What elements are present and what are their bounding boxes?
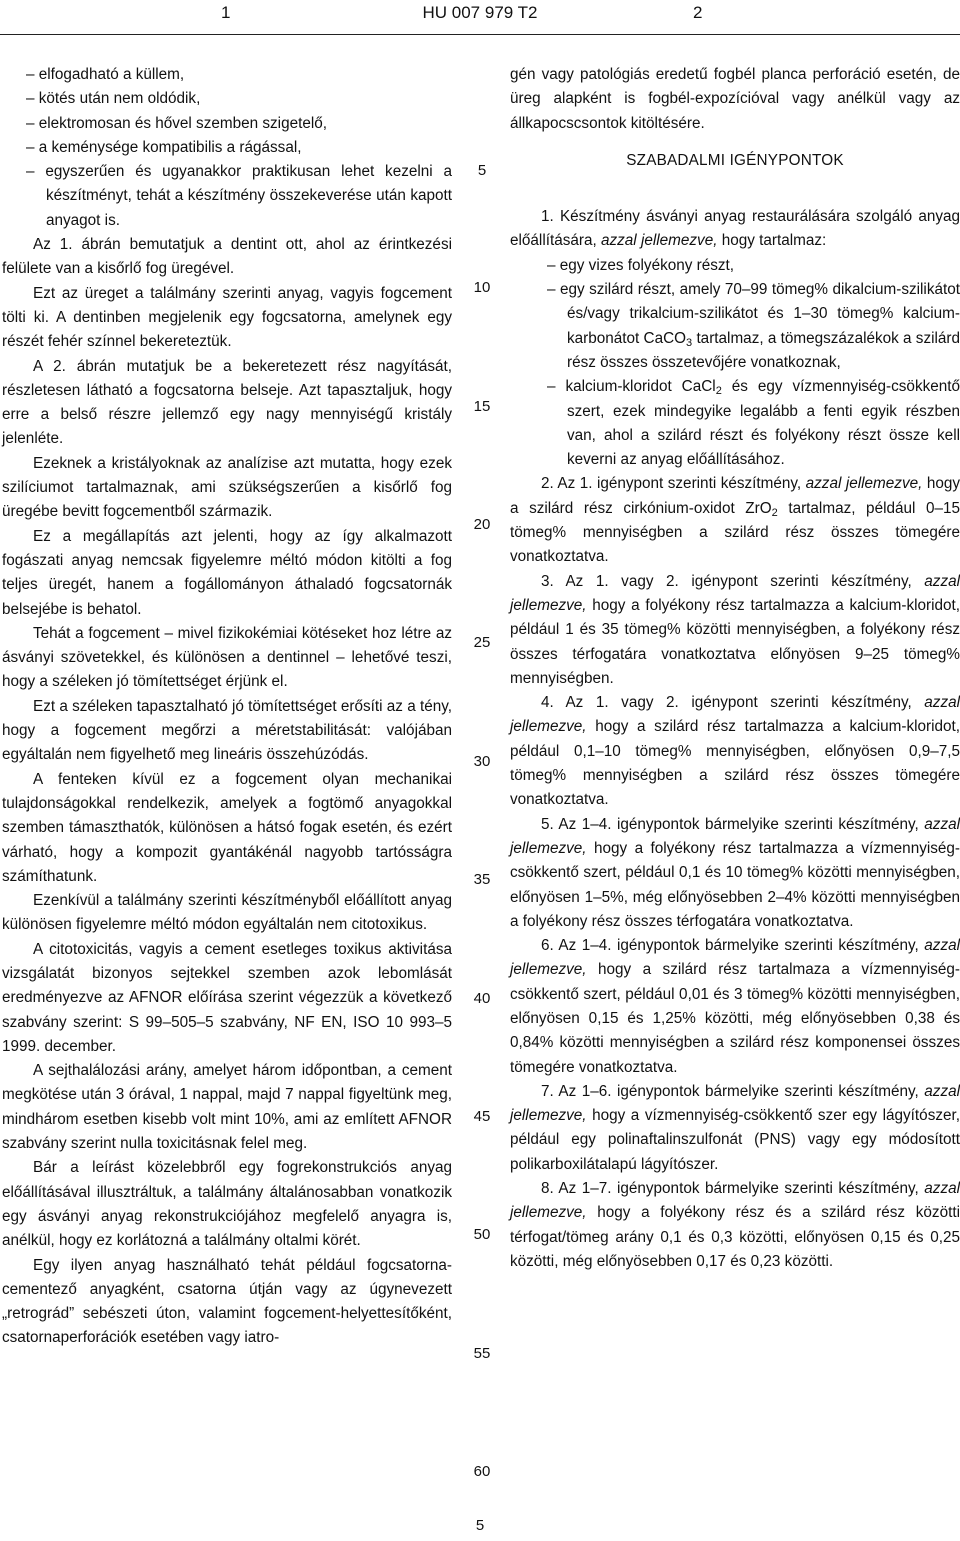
claim-1-item: – egy vizes folyékony részt, xyxy=(547,256,735,274)
line-number: 60 xyxy=(473,1463,491,1480)
property-item: – egyszerűen és ugyanakkor praktikusan lehet kezelni a készítményt, tehát a készítmény összekeverése után kapott anyagot is. xyxy=(26,163,452,229)
claim-3: 3. Az 1. vagy 2. igénypont szerinti készítmény, azzal jellemezve, hogy a folyékony rész tartalmazza a kalcium-kloridot, például 1 és 35 tömeg% közötti mennyiségben, a folyékony rész összes térfogatára vonatkoztatva előnyösen 9–25 tömeg% mennyiségben. xyxy=(510,572,960,687)
property-item: – elektromosan és hővel szemben szigetelő, xyxy=(26,114,328,132)
paragraph: Ezt a széleken tapasztalható jó tömítettséget erősíti az a tény, hogy a fogcement megőrzi a méretstabilitását: valójában egyáltalán nem figyelhető meg lineáris összehúzódás. xyxy=(2,697,452,764)
line-number: 10 xyxy=(473,279,491,296)
claim-6: 6. Az 1–4. igénypontok bármelyike szerinti készítmény, azzal jellemezve, hogy a szilárd rész tartalmaza a vízmennyiség-csökkentő szert, például 0,01 és 3 tömeg% közötti mennyiségben, előnyösen 0,15 és 1,25% közötti, még előnyösebben 0,38 és 0,84% közötti mennyiségben a szilárd rész komponensei összes tömegére vonatkoztatva. xyxy=(510,937,960,1076)
page-number: 5 xyxy=(475,1517,485,1534)
line-number: 30 xyxy=(473,753,491,770)
right-column-number: 2 xyxy=(693,3,703,22)
line-number: 55 xyxy=(473,1345,491,1362)
paragraph: Az 1. ábrán bemutatjuk a dentint ott, ahol az érintkezési felülete van a kisőrlő fog üregével. xyxy=(2,236,452,278)
line-number: 25 xyxy=(473,634,491,651)
paragraph: A fenteken kívül ez a fogcement olyan mechanikai tulajdonságokkal rendelkezik, amelyek a fogtömő anyagokkal szemben támaszthatók, különösen a hátsó fogak esetén, és ezért várható, hogy a kompozit gyantákénál nagyobb tartósságra számíthatunk. xyxy=(2,770,452,885)
line-number: 15 xyxy=(473,398,491,415)
claim-8: 8. Az 1–7. igénypontok bármelyike szerinti készítmény, azzal jellemezve, hogy a folyékony rész és a szilárd rész közötti térfogat/tömeg arány 0,1 és 0,3 közötti, előnyösen 0,15 és 0,25 közötti, még előnyösebben 0,17 és 0,23 közötti. xyxy=(510,1180,960,1270)
line-number: 20 xyxy=(473,516,491,533)
paragraph: Tehát a fogcement – mivel fizikokémiai kötéseket hoz létre az ásványi szövetekkel, és különösen a dentinnel – lehetővé teszi, hogy a széleken jó tömítettséget érjünk el. xyxy=(2,624,452,691)
paragraph: Ezeknek a kristályoknak az analízise azt mutatta, hogy ezek szilíciumot tartalmaznak, ami szükségszerűen a kisőrlő fog üregébe bevitt fogcementből származik. xyxy=(2,454,452,521)
line-number: 40 xyxy=(473,990,491,1007)
property-item: – elfogadható a küllem, xyxy=(26,66,185,83)
page-header xyxy=(0,0,960,40)
right-column xyxy=(510,63,960,1274)
paragraph: Ezt az üreget a találmány szerinti anyag, vagyis fogcement tölti ki. A dentinben megjelenik egy fogcsatorna, amelynek egy részét fehér színnel bekereteztük. xyxy=(2,284,452,351)
paragraph: Egy ilyen anyag használható tehát például fogcsatorna-cementező anyagként, csatorna útján vagy az úgynevezett „retrográd” sebészeti úton, valamint fogcement-helyettesítőként, csatornaperforációk esetében vagy iatro- xyxy=(2,1256,452,1347)
claim-7: 7. Az 1–6. igénypontok bármelyike szerinti készítmény, azzal jellemezve, hogy a vízmennyiség-csökkentő szer egy lágyítószer, például egy polinaftalinszulfonát (PNS) vagy egy módosított polikarboxilátalapú lágyítószer. xyxy=(510,1082,960,1173)
line-number: 35 xyxy=(473,871,491,888)
paragraph: A sejthalálozási arány, amelyet három időpontban, a cement megkötése után 3 órával, 1 nappal, majd 7 nappal figyeltünk meg, mindhárom esetben kisebb volt mint 10%, ami az említett AFNOR szabvány szerint nulla toxicitásnak felel meg. xyxy=(2,1062,452,1153)
claim-1-item: – kalcium-kloridot CaCl$_2$ és egy vízmennyiség-csökkentő szert, ezek mindegyike legalább a fenti egyik részben van, ahol a szilárd részt és folyékony részt össze kell keverni az anyag előállításához. xyxy=(547,378,960,469)
line-number: 50 xyxy=(473,1226,491,1243)
claim-5: 5. Az 1–4. igénypontok bármelyike szerinti készítmény, azzal jellemezve, hogy a folyékony rész tartalmazza a vízmennyiség-csökkentő szert, például 0,1 és 10 tömeg% közötti mennyiségben, előnyösen 1–5%, még előnyösebben 2–4% közötti mennyiségben a folyékony rész összes térfogatára vonatkoztatva. xyxy=(510,815,960,930)
left-column-number: 1 xyxy=(221,3,231,22)
left-column xyxy=(2,63,452,1351)
paragraph: A citotoxicitás, vagyis a cement esetleges toxikus aktivitása vizsgálatát bizonyos sejtekkel szemben azok lebomlását eredményezve az AFNOR előírása szerint végezzük a következő szabvány szerint: S 99–505–5 szabvány, NF EN, ISO 10 993–5 1999. december. xyxy=(2,940,452,1055)
claim-2: 2. Az 1. igénypont szerinti készítmény, azzal jellemezve, hogy a szilárd rész cirkónium-oxidot ZrO$_2$ tartalmaz, például 0–15 tömeg% mennyiségben a szilárd rész összes tömegére vonatkoztatva. xyxy=(510,475,960,566)
paragraph: Bár a leírást közelebbről egy fogrekonstrukciós anyag előállításával illusztráltuk, a találmány általánosabban vonatkozik egy ásványi anyag rekonstrukciójához megfelelő anyagra is, anélkül, hogy ez korlátozná a találmány oltalmi körét. xyxy=(2,1159,452,1250)
paragraph: A 2. ábrán mutatjuk be a bekeretezett rész nagyítását, részletesen látható a fogcsatorna belseje. Azt tapasztaljuk, hogy erre a belső részre jellemző egy nagy mennyiségű kristály jelenléte. xyxy=(2,357,452,448)
paragraph-continuation: gén vagy patológiás eredetű fogbél planca perforáció esetén, de üreg alapként is fogbél-expozícióval vagy anélkül vagy az állkapocscsontok kitöltésére. xyxy=(510,66,960,132)
line-number: 5 xyxy=(477,162,487,179)
property-item: – kötés után nem oldódik, xyxy=(26,90,201,108)
paragraph: Ezenkívül a találmány szerinti készítményből előállított anyag különösen figyelemre méltó módon egyáltalán nem citotoxikus. xyxy=(2,892,452,934)
paragraph: Ez a megállapítás azt jelenti, hogy az így alkalmazott fogászati anyag nemcsak figyelemre méltó módon kitölti a fog teljes üregét, hanem a fogállományon áthaladó fogcsatornák belsejébe is behatol. xyxy=(2,527,452,618)
claim-1: 1. Készítmény ásványi anyag restaurálására szolgáló anyag előállítására, azzal jellemezve, hogy tartalmaz: xyxy=(510,208,960,250)
property-item: – a keménysége kompatibilis a rágással, xyxy=(26,138,302,156)
claim-1-item: – egy szilárd részt, amely 70–99 tömeg% dikalcium-szilikátot és/vagy trikalcium-szilikátot és 1–30 tömeg% kalcium-karbonátot CaCO$_3$ tartalmaz, a tömegszázalékok a szilárd rész összes összetevőjére vonatkoznak, xyxy=(547,281,960,371)
claim-4: 4. Az 1. vagy 2. igénypont szerinti készítmény, azzal jellemezve, hogy a szilárd rész tartalmazza a kalcium-kloridot, például 0,1–10 tömeg% mennyiségben, előnyösen 0,9–7,5 tömeg% mennyiségben a szilárd rész összes tömegére vonatkoztatva. xyxy=(510,694,960,809)
header-rule xyxy=(0,34,960,35)
patent-number: HU 007 979 T2 xyxy=(422,3,538,22)
line-number: 45 xyxy=(473,1108,491,1125)
claims-heading: SZABADALMI IGÉNYPONTOK xyxy=(626,151,844,169)
